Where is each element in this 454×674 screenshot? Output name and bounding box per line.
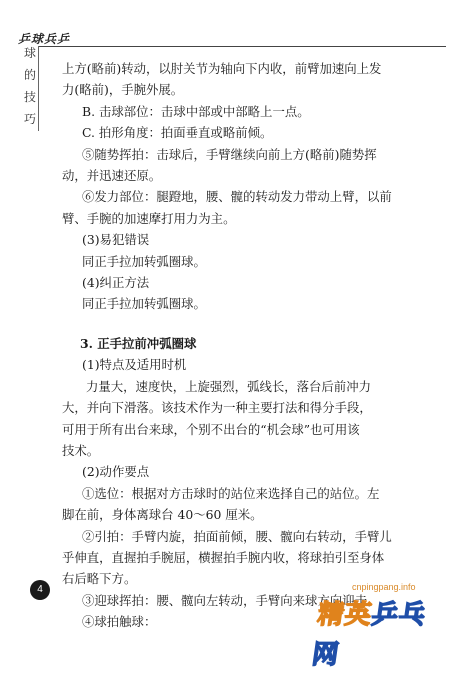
body-line: 大，并向下滑落。该技术作为一种主要打法和得分手段， xyxy=(62,400,372,416)
subheading: (3)易犯错误 xyxy=(82,232,150,248)
subheading: (4)纠正方法 xyxy=(82,275,150,291)
body-line: ⑥发力部位：腿蹬地，腰、髋的转动发力带动上臂，以前 xyxy=(82,189,392,205)
side-char: 巧 xyxy=(23,112,36,126)
watermark-site: cnpingpang.info xyxy=(352,582,416,592)
body-line: 可用于所有出台来球，个别不出台的“机会球”也可用该 xyxy=(62,421,360,437)
side-char: 球 xyxy=(23,46,36,60)
side-char: 技 xyxy=(23,90,36,104)
body-line: ③迎球挥拍：腰、髋向左转动，手臂向来球方向迎击。 xyxy=(82,592,380,608)
body-line: 乎伸直，直握拍手腕屈，横握拍手腕内收，将球拍引至身体 xyxy=(62,549,385,565)
side-char: 的 xyxy=(23,68,36,82)
body-line: 脚在前，身体离球台 40～60 厘米。 xyxy=(62,507,263,523)
body-line: 上方(略前)转动，以肘关节为轴向下内收，前臂加速向上发 xyxy=(62,61,382,76)
body-line: 动，并迅速还原。 xyxy=(62,168,162,184)
body-line: 力量大，速度快，上旋强烈，弧线长，落台后前冲力 xyxy=(86,378,371,394)
body-line: ①选位：根据对方击球时的站位来选择自己的站位。左 xyxy=(82,485,380,501)
watermark-logo xyxy=(310,594,451,669)
body-line: B. 击球部位：击球中部或中部略上一点。 xyxy=(82,103,310,119)
body-line: 技术。 xyxy=(62,442,100,458)
header-rule xyxy=(38,46,446,47)
subheading: (2)动作要点 xyxy=(82,464,150,480)
side-vertical-text xyxy=(22,42,38,130)
subheading: (1)特点及适用时机 xyxy=(82,357,187,373)
watermark-logo-b: 乒乓网 xyxy=(310,599,429,669)
side-rule xyxy=(38,46,39,131)
body-line: ⑤随势挥拍：击球后，手臂继续向前上方(略前)随势挥 xyxy=(82,146,377,162)
body-line: 力(略前)，手腕外展。 xyxy=(62,82,184,98)
body-line: ④球拍触球： xyxy=(82,614,157,630)
body-line: 臂、手腕的加速摩打用力为主。 xyxy=(62,210,236,226)
body-line: ②引拍：手臂内旋，拍面前倾，腰、髋向右转动，手臂儿 xyxy=(82,528,392,544)
body-line: C. 拍形角度：拍面垂直或略前倾。 xyxy=(82,125,273,141)
body-line: 同正手拉加转弧圈球。 xyxy=(82,253,206,269)
body-line: 同正手拉加转弧圈球。 xyxy=(82,296,206,312)
page-body xyxy=(62,58,440,633)
section-title: 3. 正手拉前冲弧圈球 xyxy=(80,335,197,351)
body-line: 右后略下方。 xyxy=(62,571,137,587)
page-number: 4 xyxy=(30,580,50,600)
watermark-logo-a: 精英 xyxy=(315,599,375,629)
header-title: 乒球兵乒 xyxy=(18,32,71,46)
